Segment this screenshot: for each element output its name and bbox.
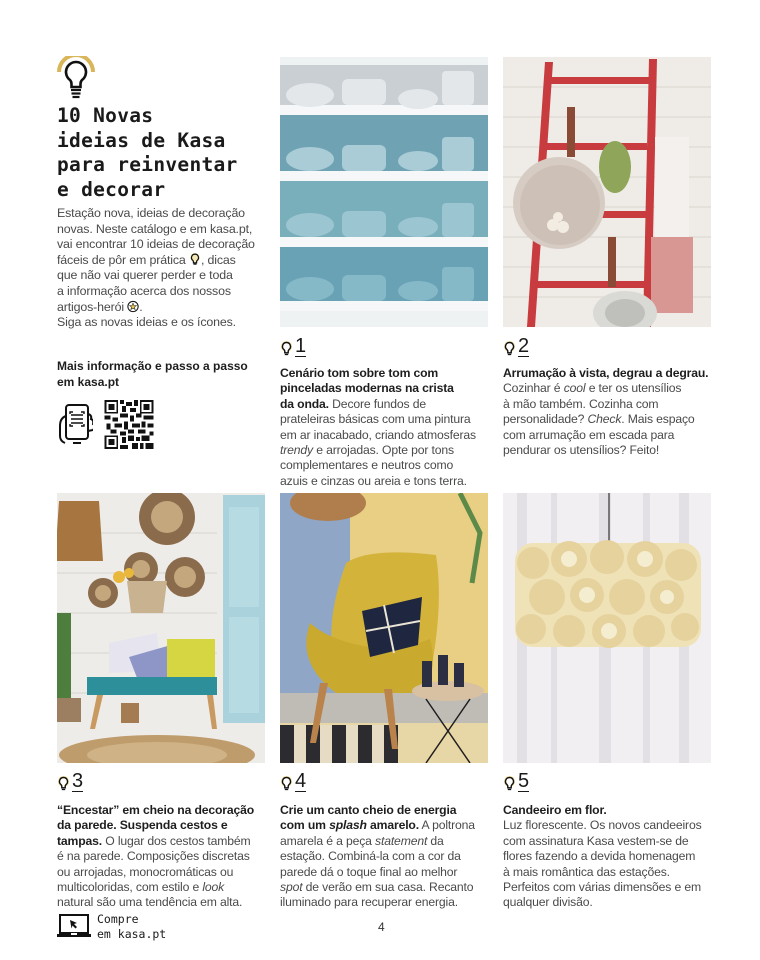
photo-flower-pendant-lamp [503, 493, 711, 763]
idea-number-5: 5 [503, 772, 529, 792]
page-title: 10 Novas ideias de Kasa para reinventar e decorar [57, 104, 238, 201]
phone-scan-icon [57, 402, 93, 446]
idea-number-2: 2 [503, 337, 529, 357]
lightbulb-icon [503, 776, 516, 792]
lightbulb-icon [280, 341, 293, 357]
photo-blue-shelves-mugs [280, 57, 488, 327]
lightbulb-icon [280, 776, 293, 792]
idea-description-5: Candeeiro em flor. Luz florescente. Os novos candeeiros com assinatura Kasa vestem-se de flores fazendo a devida homenagem à mais romântica das estações. Perfeitos com várias dimensões e em qualquer divisão. [503, 803, 702, 910]
idea-description-1: Cenário tom sobre tom com pinceladas modernas na crista da onda. Decore fundos de prateleiras básicas com uma pintura em ar inacabado, criando atmosferas trendy e arrojadas. Opte por tons complementares e neutros como azuis e cinzas ou areia e tons terra. [280, 366, 476, 488]
photo-red-ladder-kitchen [503, 57, 711, 327]
lightbulb-icon [189, 253, 201, 266]
idea-description-3: “Encestar” em cheio na decoração da parede. Suspenda cestos e tampas. O lugar dos cestos também é na parede. Composições discretas ou arrojadas, monocromáticas ou multicoloridas, com estilo e look natural são uma tendência em alta. [57, 803, 255, 910]
idea-number-3: 3 [57, 772, 83, 792]
idea-number-1: 1 [280, 337, 306, 357]
idea-description-2: Arrumação à vista, degrau a degrau. Cozinhar é cool e ter os utensílios à mão também. Cozinha com personalidade? Check. Mais espaço com arrumação em escada para pendurar os utensílios? Feito! [503, 366, 709, 458]
hero-star-badge-icon [127, 300, 139, 313]
shop-link[interactable]: Compre em kasa.pt [97, 912, 167, 941]
laptop-cursor-icon[interactable] [57, 913, 91, 939]
lightbulb-icon [57, 776, 70, 792]
photo-yellow-armchair [280, 493, 488, 763]
page-number: 4 [378, 920, 385, 934]
more-info-label: Mais informação e passo a passo em kasa.pt [57, 359, 248, 389]
photo-wall-baskets-bench [57, 493, 265, 763]
lightbulb-icon [503, 341, 516, 357]
idea-number-4: 4 [280, 772, 306, 792]
idea-description-4: Crie um canto cheio de energia com um splash amarelo. A poltrona amarela é a peça statement da estação. Combiná-la com a cor da parede dá o toque final ao melhor spot de verão em sua casa. Recanto iluminado para recuperar energia. [280, 803, 475, 910]
lightbulb-icon [56, 56, 96, 100]
intro-text: Estação nova, ideias de decoração novas. Neste catálogo e em kasa.pt, vai encontrar 10 ideias de decoração fáceis de pôr em prática , dicas que não vai querer perder e toda a informação acerca dos nossos artigos-herói . Siga as novas ideias e os ícones. [57, 206, 255, 330]
qr-code[interactable] [104, 400, 154, 449]
